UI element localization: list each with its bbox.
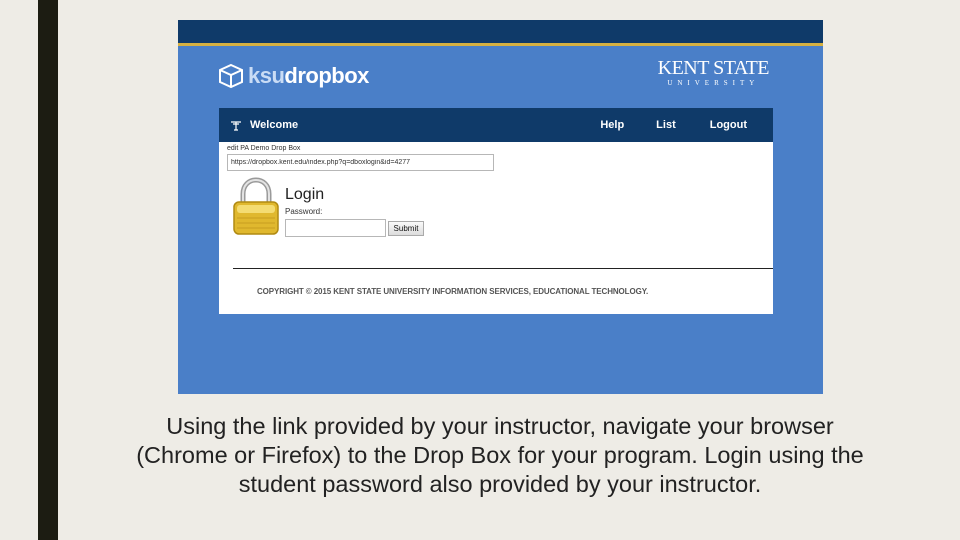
password-label: Password: [285, 207, 323, 216]
kent-state-logo [658, 58, 769, 87]
slide-caption: Using the link provided by your instructor, navigate your browser (Chrome or Firefox) to the Drop Box for your program. Login using the student password also provided by your instructor. [136, 413, 864, 497]
footer-divider [233, 268, 773, 269]
url-field[interactable] [227, 154, 494, 171]
padlock-icon [231, 176, 281, 236]
nav-logout-link[interactable]: Logout [709, 119, 747, 131]
university-sub: UNIVERSITY [667, 79, 760, 87]
nav-help-link[interactable]: Help [600, 119, 625, 131]
navbar [219, 108, 773, 142]
password-input[interactable] [285, 219, 386, 237]
submit-button[interactable]: Submit [388, 221, 424, 236]
breadcrumb: edit PA Demo Drop Box [227, 145, 301, 152]
logo-prefix: ksu [248, 63, 285, 88]
logo-suffix: dropbox [284, 63, 369, 88]
dropbox-screenshot [178, 20, 823, 394]
slide-accent-bar [38, 0, 58, 540]
dropbox-app-panel [219, 108, 773, 314]
dropbox-box-icon [218, 63, 244, 89]
login-title: Login [285, 186, 325, 203]
antenna-icon [230, 119, 242, 131]
nav-welcome-link[interactable]: Welcome [250, 119, 299, 131]
ksudropbox-logo [218, 63, 369, 89]
university-name: KENT STATE [657, 57, 769, 79]
nav-list-link[interactable]: List [656, 119, 676, 131]
top-strip [178, 20, 823, 46]
copyright-text: COPYRIGHT © 2015 KENT STATE UNIVERSITY INFORMATION SERVICES, EDUCATIONAL TECHNOLOGY. [257, 287, 649, 296]
